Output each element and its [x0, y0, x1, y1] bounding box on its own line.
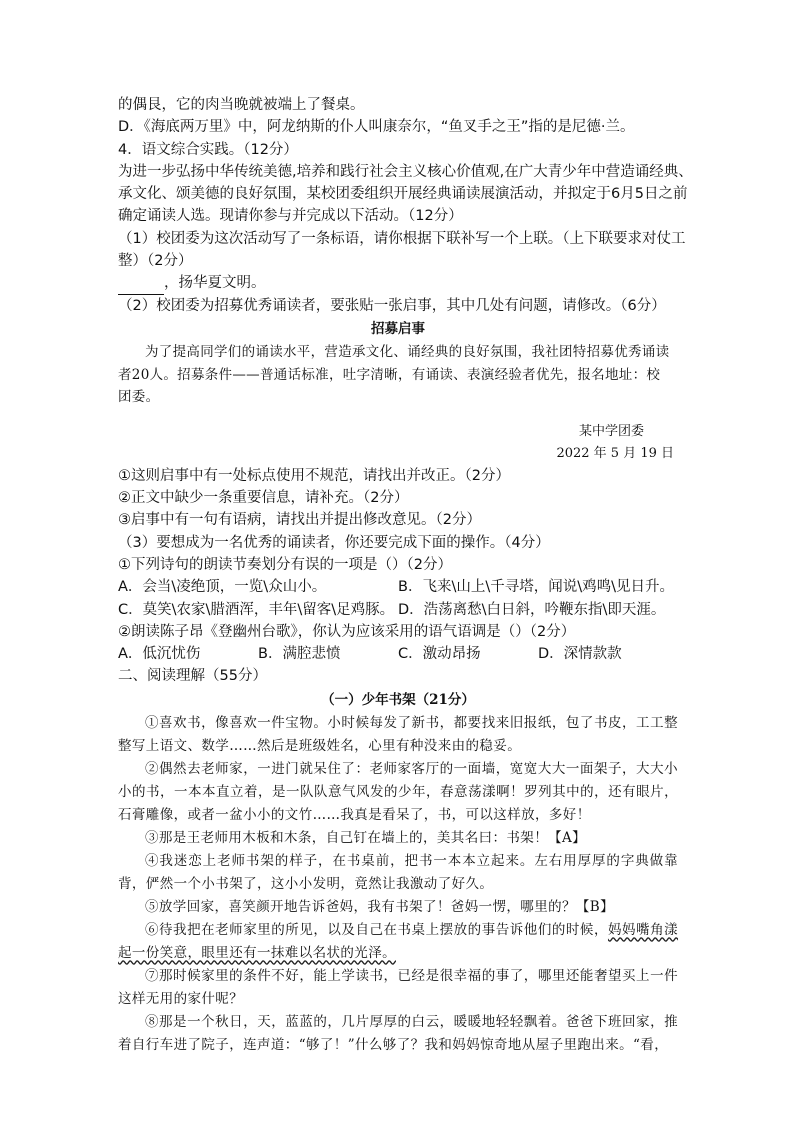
- fill-in-line: [118, 272, 678, 294]
- passage-paragraph: [118, 919, 678, 965]
- underlined-sentence: 妈妈嘴角漾: [607, 921, 679, 938]
- sub-question: ①下列诗句的朗读节奏划分有误的一项是（）（2分）: [118, 556, 452, 573]
- sub-question: （3）要想成为一名优秀的诵读者，你还要完成下面的操作。（4分）: [118, 534, 550, 551]
- option-d: D．深情款款: [538, 646, 622, 663]
- option-a: A．低沉忧伤: [118, 646, 201, 663]
- question-heading: 4．语文综合实践。（12分）: [118, 141, 298, 158]
- couplet-suffix: ，扬华夏文明。: [164, 275, 266, 292]
- passage-paragraph: ⑦那时候家里的条件不好，能上学读书，已经是很幸福的事了，哪里还能奢望买上一件这样无用的家什呢？: [118, 967, 678, 1007]
- options-row: [118, 643, 678, 665]
- option-b: B．飞来\山上\千寻塔，闻说\鸡鸣\见日升。: [398, 579, 674, 596]
- sub-question: ②正文中缺少一条重要信息，请补充。（2分）: [118, 490, 409, 507]
- notice-body-line: 为了提高同学们的诵读水平，营造承文化、诵经典的良好氛围，我社团特招募优秀诵读: [145, 343, 670, 360]
- notice-signer: 某中学团委: [578, 423, 644, 439]
- option-a: A．会当\凌绝顶，一览\众山小。: [118, 579, 327, 596]
- exam-page: [118, 94, 693, 1057]
- text-line: 的偶艮，它的肉当晚就被端上了餐桌。: [118, 97, 365, 113]
- option-c: C．激动昂扬: [398, 646, 481, 663]
- option-d: D．浩荡离愁\白日斜，吟鞭东指\即天涯。: [398, 601, 666, 618]
- text-line: D．《海底两万里》中，阿龙纳斯的仆人叫康奈尔，“鱼叉手之王”指的是尼德·兰。: [118, 119, 635, 136]
- section-heading: 二、阅读理解（55分）: [118, 668, 267, 685]
- options-row: [118, 599, 678, 621]
- passage-paragraph: ④我迷恋上老师书架的样子，在书桌前，把书一本本立起来。左右用厚厚的字典做靠背，俨然一个小书架了，这小小发明，竟然让我激动了好久。: [118, 852, 678, 892]
- text-line: 为进一步弘扬中华传统美德,培养和践行社会主义核心价值观,在广大青少年中营造诵经典、: [118, 163, 693, 180]
- text-line: 确定诵读人选。现请你参与并完成以下活动。（12分）: [118, 208, 463, 225]
- underlined-sentence: 起一份笑意，眼里还有一抹难以名状的光泽。: [118, 944, 396, 961]
- answer-blank[interactable]: [118, 280, 164, 295]
- passage-paragraph: ⑤放学回家，喜笑颜开地告诉爸妈，我有书架了！爸妈一愣，哪里的？【B】: [145, 898, 615, 915]
- passage-title: （一）少年书架（21分）: [321, 691, 475, 708]
- sub-question: ③启事中有一句有语病，请找出并提出修改意见。（2分）: [118, 512, 481, 529]
- passage-paragraph: ⑧那是一个秋日，天，蓝蓝的，几片厚厚的白云，暖暖地轻轻飘着。爸爸下班回家，推着自行车进了院子，连声道：“够了！”什么够了？我和妈妈惊奇地从屋子里跑出来。“看，: [118, 1013, 678, 1053]
- passage-paragraph: ①喜欢书，像喜欢一件宝物。小时候每发了新书，都要找来旧报纸，包了书皮，工工整整写上语文、数学……然后是班级姓名，心里有种没来由的稳妥。: [118, 714, 678, 754]
- text-line: （1）校团委为这次活动写了一条标语，请你根据下联补写一个上联。（上下联要求对仗工: [118, 230, 686, 247]
- option-c: C．莫笑\农家\腊酒浑，丰年\留客\足鸡豚。: [118, 601, 395, 618]
- text-line: （2）校团委为招募优秀诵读者，要张贴一张启事，其中几处有问题，请修改。（6分）: [118, 297, 666, 314]
- paragraph-text: ⑥待我把在老师家里的所见，以及自己在书桌上摆放的事告诉他们的时候，: [145, 921, 608, 938]
- text-line: 承文化、颂美德的良好氛围，某校团委组织开展经典诵读展演活动，并拟定于6月5日之前: [118, 186, 688, 203]
- text-line: 整）（2分）: [118, 253, 193, 270]
- passage-paragraph: ②偶然去老师家，一进门就呆住了：老师家客厅的一面墙，宽宽大大一面架子，大大小小的书，一本本直立着，是一队队意气风发的少年，春意荡漾啊！罗列其中的，还有眼片，石膏雕像，或者一盆小小的文竹……我真是看呆了，书，可以这样放，多好！: [118, 760, 678, 823]
- notice-date: 2022 年 5 月 19 日: [556, 445, 674, 461]
- options-row: [118, 576, 678, 598]
- passage-paragraph: ③那是王老师用木板和木条，自己钉在墙上的，美其名曰：书架！【A】: [145, 829, 587, 846]
- sub-question: ①这则启事中有一处标点使用不规范，请找出并改正。（2分）: [118, 467, 510, 484]
- notice-body-line: 团委。: [118, 389, 160, 406]
- option-b: B．满腔悲愤: [258, 646, 341, 663]
- notice-body-line: 者20人。招募条件——普通话标准，吐字清晰，有诵读、表演经验者优先，报名地址：校: [118, 366, 661, 383]
- notice-title: 招募启事: [371, 320, 425, 337]
- sub-question: ②朗读陈子昂《登幽州台歌》，你认为应该采用的语气语调是（）（2分）: [118, 623, 576, 640]
